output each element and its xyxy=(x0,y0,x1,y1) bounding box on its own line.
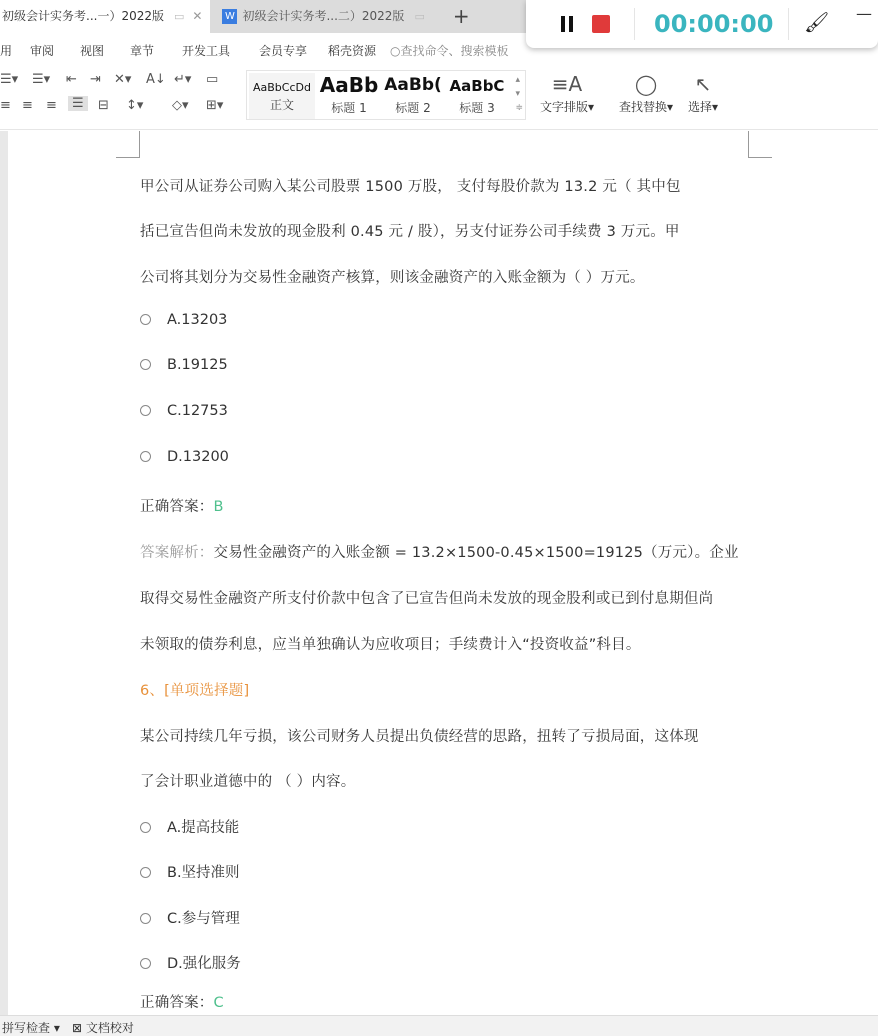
menu-member[interactable]: 会员专享 xyxy=(259,44,308,58)
style-heading-1[interactable]: AaBb 标题 1 xyxy=(319,73,379,115)
question-text: 某公司持续几年亏损，该公司财务人员提出负债经营的思路，扭转了亏损局面，这体现 xyxy=(140,729,699,745)
text-layout-icon: ≡A xyxy=(551,72,583,96)
radio-icon[interactable] xyxy=(140,314,151,325)
menu-item[interactable]: 用 xyxy=(0,44,13,58)
search-command-input[interactable]: ○查找命令、搜索模板 xyxy=(390,44,509,58)
proofread-icon: ⊠ xyxy=(72,1021,83,1035)
align-left-icon[interactable]: ≡ xyxy=(0,98,11,113)
radio-icon[interactable] xyxy=(140,867,151,878)
new-tab-button[interactable]: + xyxy=(452,4,470,28)
minimize-button[interactable]: — xyxy=(856,4,872,23)
option-d[interactable]: D.强化服务 xyxy=(140,952,241,973)
align-center-icon[interactable]: ≡ xyxy=(22,98,33,113)
justify-icon[interactable]: ☰ xyxy=(68,96,88,111)
decrease-indent-icon[interactable]: ⇤ xyxy=(66,72,77,87)
radio-icon[interactable] xyxy=(140,822,151,833)
select-button[interactable]: ↖ 选择▾ xyxy=(688,72,719,114)
align-right-icon[interactable]: ≡ xyxy=(46,98,57,113)
text-layout-button[interactable]: ≡A 文字排版▾ xyxy=(540,72,595,114)
ruler-icon[interactable]: ▭ xyxy=(206,72,219,87)
magnifier-icon: ◯ xyxy=(634,72,658,96)
style-gallery xyxy=(246,70,526,120)
bullet-list-icon[interactable]: ☰▾ xyxy=(0,72,19,87)
spell-check-button[interactable]: 拼写检查 ▾ xyxy=(2,1021,60,1035)
proofread-button[interactable]: ⊠ 文档校对 xyxy=(72,1021,134,1035)
menu-chapter[interactable]: 章节 xyxy=(130,44,155,58)
stop-button[interactable] xyxy=(592,15,610,33)
option-c[interactable]: C.12753 xyxy=(140,403,228,419)
option-c[interactable]: C.参与管理 xyxy=(140,907,240,928)
option-d[interactable]: D.13200 xyxy=(140,449,229,465)
pause-button[interactable] xyxy=(561,16,573,32)
divider xyxy=(788,8,789,40)
search-icon: ○ xyxy=(390,44,401,58)
pin-icon[interactable]: ▭ xyxy=(173,10,185,23)
question-text: 括已宣告但尚未发放的现金股利 0.45 元 / 股），另支付证券公司手续费 3 万元。甲 xyxy=(140,224,680,240)
radio-icon[interactable] xyxy=(140,405,151,416)
style-heading-2[interactable]: AaBb( 标题 2 xyxy=(384,75,442,115)
recording-timer: 00:00:00 xyxy=(654,10,774,38)
cursor-icon: ↖ xyxy=(694,72,712,96)
correct-answer: 正确答案：C xyxy=(140,995,224,1011)
analysis-text: 取得交易性金融资产所支付价款中包含了已宣告但尚未发放的现金股利或已到付息期但尚 xyxy=(140,591,714,607)
divider xyxy=(634,8,635,40)
menu-docer[interactable]: 稻壳资源 xyxy=(328,44,377,58)
question-text: 公司将其划分为交易性金融资产核算，则该金融资产的入账金额为（ ）万元。 xyxy=(140,270,645,286)
analysis-text: 答案解析：交易性金融资产的入账金额 = 13.2×1500-0.45×1500=19125（万元）。企业 xyxy=(140,545,739,561)
question-text: 甲公司从证券公司购入某公司股票 1500 万股， 支付每股价款为 13.2 元（ 其中包 xyxy=(140,179,681,195)
chinese-layout-icon[interactable]: ✕▾ xyxy=(114,72,132,87)
numbered-list-icon[interactable]: ☰▾ xyxy=(32,72,51,87)
option-a[interactable]: A.提高技能 xyxy=(140,816,239,837)
menu-review[interactable]: 审阅 xyxy=(30,44,55,58)
option-a[interactable]: A.13203 xyxy=(140,312,227,328)
question-text: 了会计职业道德中的 （ ）内容。 xyxy=(140,774,356,790)
screen-recorder xyxy=(526,0,878,48)
find-replace-button[interactable]: ◯ 查找替换▾ xyxy=(619,72,674,114)
distributed-icon[interactable]: ⊟ xyxy=(98,98,109,113)
style-heading-3[interactable]: AaBbC 标题 3 xyxy=(449,77,505,115)
increase-indent-icon[interactable]: ⇥ xyxy=(90,72,101,87)
status-bar xyxy=(0,1015,878,1036)
borders-icon[interactable]: ⊞▾ xyxy=(206,98,224,113)
tab-doc-1[interactable]: 初级会计实务考...一）2022版 ▭ ✕ xyxy=(0,0,210,33)
margin-corner xyxy=(116,131,140,158)
brush-icon[interactable]: 🖌 xyxy=(804,10,830,34)
gallery-scroll[interactable]: ▴ ▾ ≑ xyxy=(515,75,523,113)
close-icon[interactable]: ✕ xyxy=(192,9,203,23)
page-gutter xyxy=(0,131,8,1015)
correct-answer: 正确答案：B xyxy=(140,499,224,515)
line-spacing-icon[interactable]: ↕▾ xyxy=(126,98,144,113)
option-b[interactable]: B.19125 xyxy=(140,357,228,373)
radio-icon[interactable] xyxy=(140,958,151,969)
analysis-text: 未领取的债券利息，应当单独确认为应收项目；手续费计入“投资收益”科目。 xyxy=(140,637,641,653)
option-b[interactable]: B.坚持准则 xyxy=(140,861,240,882)
tab-doc-2[interactable]: W 初级会计实务考...二）2022版 ▭ xyxy=(214,0,432,33)
style-normal[interactable]: AaBbCcDd 正文 xyxy=(249,73,315,119)
margin-corner xyxy=(748,131,772,158)
menu-view[interactable]: 视图 xyxy=(80,44,105,58)
menu-developer[interactable]: 开发工具 xyxy=(182,44,231,58)
shading-icon[interactable]: ◇▾ xyxy=(172,98,189,113)
sort-icon[interactable]: A↓ xyxy=(146,72,166,87)
radio-icon[interactable] xyxy=(140,359,151,370)
pin-icon[interactable]: ▭ xyxy=(414,10,425,23)
radio-icon[interactable] xyxy=(140,451,151,462)
line-break-icon[interactable]: ↵▾ xyxy=(174,72,192,87)
wps-writer-icon: W xyxy=(222,9,237,24)
radio-icon[interactable] xyxy=(140,913,151,924)
question-header: 6、[单项选择题] xyxy=(140,683,250,699)
